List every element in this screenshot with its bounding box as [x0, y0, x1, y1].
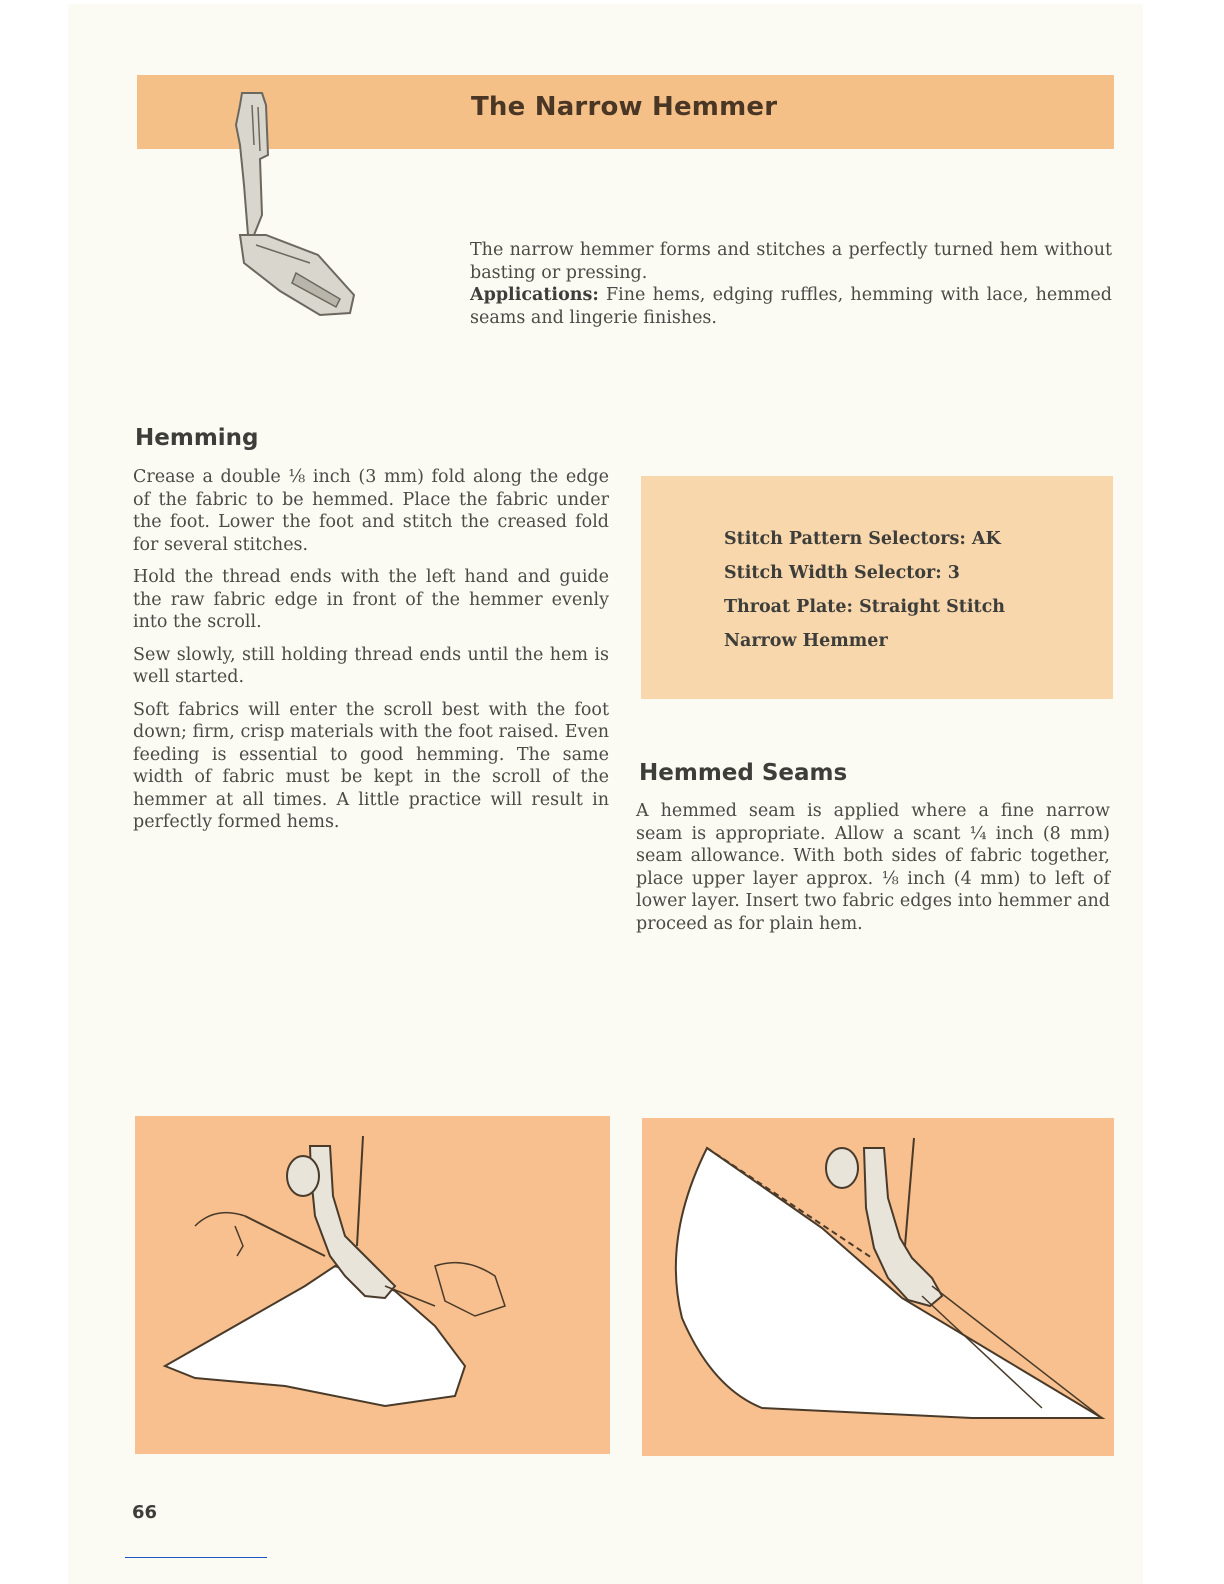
hemming-illustration-panel	[135, 1116, 610, 1454]
setting-foot: Narrow Hemmer	[724, 631, 888, 651]
hemmed-seams-illustration-panel	[642, 1118, 1114, 1456]
hemmed-seams-instructions	[636, 800, 1110, 935]
hemmed-seams-paragraph: A hemmed seam is applied where a fine narrow seam is appropriate. Allow a scant ¼ inch (8 mm) seam allowance. With both sides of fabric together, place upper layer approx. ⅛ inch (4 mm) to left of lower layer. Insert two fabric edges into hemmer and proceed as for plain hem.	[636, 801, 1110, 934]
narrow-hemmer-foot-illustration	[200, 85, 400, 325]
hemming-paragraph: Crease a double ⅛ inch (3 mm) fold along the edge of the fabric to be hemmed. Place the fabric under the foot. Lower the foot and stitch the creased fold for several stitches.	[133, 467, 609, 555]
setting-stitch-pattern: Stitch Pattern Selectors: AK	[724, 529, 1001, 549]
hemmed-seams-heading: Hemmed Seams	[639, 760, 848, 786]
hemming-paragraph: Hold the thread ends with the left hand and guide the raw fabric edge in front of the hemmer evenly into the scroll.	[133, 567, 609, 632]
hemming-instructions	[133, 466, 609, 844]
hemmed-seams-illustration	[642, 1118, 1114, 1456]
applications-label: Applications:	[470, 285, 599, 305]
setting-stitch-width: Stitch Width Selector: 3	[724, 563, 960, 583]
hemming-paragraph: Soft fabrics will enter the scroll best with the foot down; firm, crisp materials with the foot raised. Even feeding is essential to good hemming. The same width of fabric must be kept in the scroll of the hemmer at all times. A little practice will result in perfectly formed hems.	[133, 699, 609, 832]
page-title: The Narrow Hemmer	[471, 92, 778, 122]
hemming-paragraph: Sew slowly, still holding thread ends until the hem is well started.	[133, 644, 609, 687]
setting-throat-plate: Throat Plate: Straight Stitch	[724, 597, 1005, 617]
footer-rule	[125, 1557, 267, 1558]
intro-description: The narrow hemmer forms and stitches a perfectly turned hem without basting or pressing.	[470, 240, 1112, 283]
page-number: 66	[132, 1502, 158, 1523]
settings-list	[724, 526, 1005, 662]
applications-line	[470, 284, 1112, 329]
intro-text	[470, 239, 1112, 329]
hemming-illustration	[135, 1116, 610, 1454]
hemming-heading: Hemming	[135, 425, 259, 451]
applications-text: Fine hems, edging ruffles, hemming with lace, hemmed seams and lingerie finishes.	[470, 285, 1112, 328]
